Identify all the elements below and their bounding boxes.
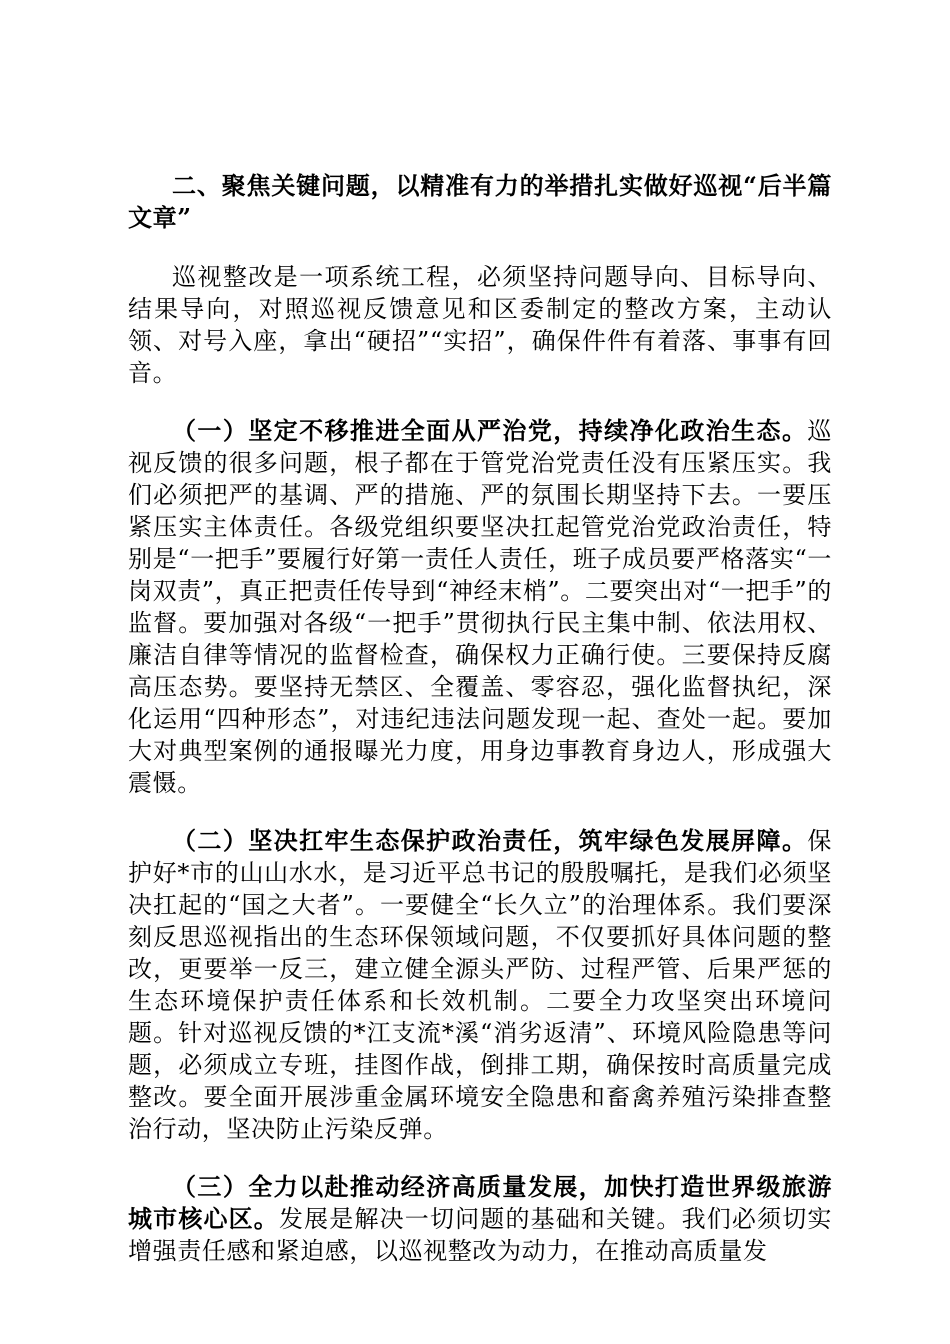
subsection-1-paragraph [128, 415, 832, 799]
subsection-2-title: （二）坚决扛牢生态保护政治责任，筑牢绿色发展屏障。 [172, 826, 808, 855]
subsection-3-paragraph [128, 1171, 832, 1267]
subsection-3-title: （三）全力以赴推动经济高质量发展，加快打造世界级旅游城市核心区。 [128, 1172, 832, 1233]
subsection-2-body: 保护好*市的山山水水，是习近平总书记的殷殷嘱托，是我们必须坚决扛起的“国之大者”。一要健全“长久立”的治理体系。我们要深刻反思巡视指出的生态环保领域问题，不仅要抓好具体问题的整改，更要举一反三，建立健全源头严防、过程严管、后果严惩的生态环境保护责任体系和长效机制。二要全力攻坚突出环境问题。针对巡视反馈的*江支流*溪“消劣返清”、环境风险隐患等问题，必须成立专班，挂图作战，倒排工期，确保按时高质量完成整改。要全面开展涉重金属环境安全隐患和畜禽养殖污染排查整治行动，坚决防止污染反弹。 [128, 827, 832, 1143]
document-page [128, 170, 832, 1293]
subsection-3-body: 发展是解决一切问题的基础和关键。我们必须切实增强责任感和紧迫感，以巡视整改为动力，在推动高质量发 [128, 1205, 832, 1265]
intro-paragraph: 巡视整改是一项系统工程，必须坚持问题导向、目标导向、结果导向，对照巡视反馈意见和区委制定的整改方案，主动认领、对号入座，拿出“硬招”“实招”，确保件件有着落、事事有回音。 [128, 263, 832, 387]
subsection-1-body: 巡视反馈的很多问题，根子都在于管党治党责任没有压紧压实。我们必须把严的基调、严的措施、严的氛围长期坚持下去。一要压紧压实主体责任。各级党组织要坚决扛起管党治党政治责任，特别是“一把手”要履行好第一责任人责任，班子成员要严格落实“一岗双责”，真正把责任传导到“神经末梢”。二要突出对“一把手”的监督。要加强对各级“一把手”贯彻执行民主集中制、依法用权、廉洁自律等情况的监督检查，确保权力正确行使。三要保持反腐高压态势。要坚持无禁区、全覆盖、零容忍，强化监督执纪，深化运用“四种形态”，对违纪违法问题发现一起、查处一起。要加大对典型案例的通报曝光力度，用身边事教育身边人，形成强大震慑。 [128, 417, 832, 797]
subsection-2-paragraph [128, 825, 832, 1145]
section-heading: 二、聚焦关键问题，以精准有力的举措扎实做好巡视“后半篇文章” [128, 171, 832, 232]
subsection-1-title: （一）坚定不移推进全面从严治党，持续净化政治生态。 [172, 416, 808, 445]
